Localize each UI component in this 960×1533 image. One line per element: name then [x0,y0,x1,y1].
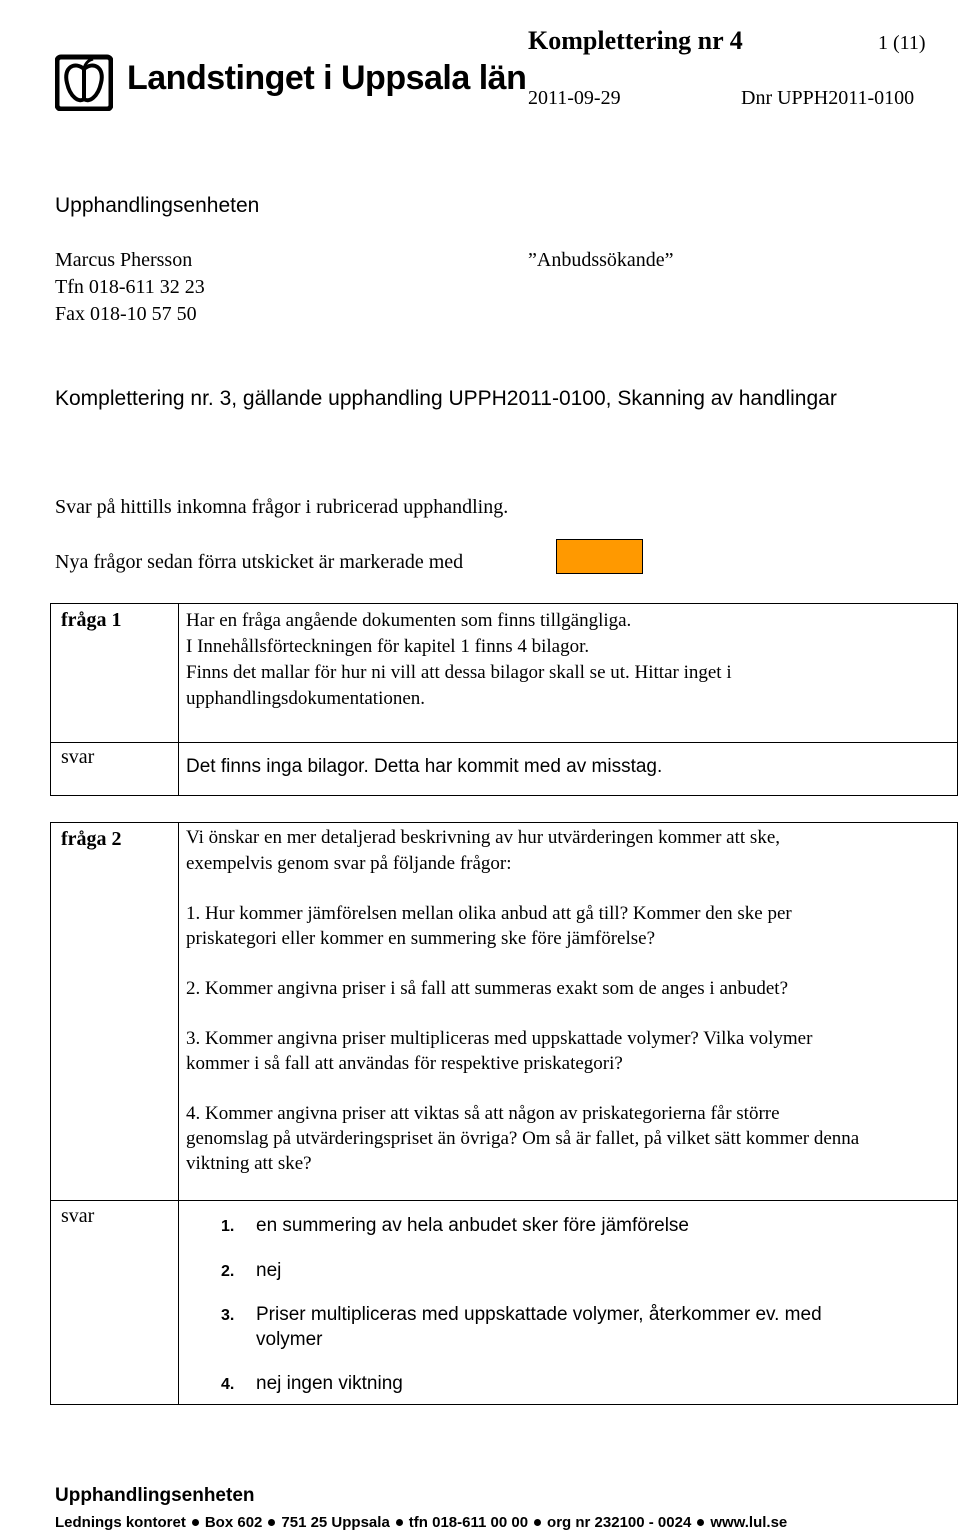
document-reference: Dnr UPPH2011-0100 [741,87,915,109]
sub-question-line: 3. Kommer angivna priser multipliceras med uppskattade volymer? Vilka volymer [186,1028,813,1049]
page-number: 1 (11) [878,32,926,54]
footer-office: Lednings kontoret [55,1514,186,1531]
question-line: Vi önskar en mer detaljerad beskrivning av hur utvärderingen kommer att ske, [186,827,781,848]
sub-question-line: 1. Hur kommer jämförelsen mellan olika anbud att gå till? Kommer den ske per [186,903,792,924]
sub-question-line: priskategori eller kommer en summering ske före jämförelse? [186,928,656,949]
answer-text: Det finns inga bilagor. Detta har kommit med av misstag. [186,756,663,777]
answer-text: nej [256,1260,282,1281]
bullet-icon [697,1519,704,1526]
sub-question-line: kommer i så fall att användas för respektive priskategori? [186,1053,623,1074]
sub-question-line: 4. Kommer angivna priser att viktas så att någon av priskategorierna får större [186,1103,780,1124]
sub-question-line: viktning att ske? [186,1153,312,1174]
sub-question-line: 2. Kommer angivna priser i så fall att summeras exakt som de anges i anbudet? [186,978,789,999]
footer-address: 751 25 Uppsala [281,1514,390,1531]
sender-name: Marcus Phersson [55,249,193,271]
new-question-marker [556,539,643,574]
answer-text: Priser multipliceras med uppskattade volymer, återkommer ev. med [256,1304,822,1325]
answer-number: 1. [221,1218,235,1235]
answer-text: nej ingen viktning [256,1373,403,1394]
document-title: Komplettering nr 4 [528,26,743,55]
bullet-icon [268,1519,275,1526]
answer-label: svar [61,746,95,768]
footer-website-link[interactable]: www.lul.se [710,1514,788,1531]
footer-box: Box 602 [204,1514,263,1531]
sender-phone: Tfn 018-611 32 23 [55,276,205,298]
qa-table-2 [50,822,958,1405]
footer-contact-line [55,1514,787,1531]
question-label: fråga 1 [61,609,122,631]
sender-department: Upphandlingsenheten [55,194,260,217]
question-label: fråga 2 [61,828,122,850]
question-line: Har en fråga angående dokumenten som finns tillgängliga. [186,610,632,631]
sub-question-line: genomslag på utvärderingspriset än övriga? Om så är fallet, på vilket sätt kommer denna [186,1128,860,1149]
answer-text: en summering av hela anbudet sker före jämförelse [256,1215,690,1236]
answer-number: 2. [221,1263,235,1280]
bullet-icon [534,1519,541,1526]
apple-emblem-icon [55,53,113,111]
answer-label: svar [61,1205,95,1227]
footer-org-number: org nr 232100 - 0024 [547,1514,692,1531]
logo-text: Landstinget i Uppsala län [127,59,527,97]
question-line: I Innehållsförteckningen för kapitel 1 finns 4 bilagor. [186,636,590,657]
question-line: Finns det mallar för hur ni vill att dessa bilagor skall se ut. Hittar inget i [186,662,732,683]
footer-phone: tfn 018-611 00 00 [408,1514,529,1531]
intro-line: Svar på hittills inkomna frågor i rubricerad upphandling. [55,496,509,518]
organization-logo [55,53,527,115]
subject-heading: Komplettering nr. 3, gällande upphandling UPPH2011-0100, Skanning av handlingar [55,387,837,410]
answer-number: 4. [221,1376,235,1393]
footer-department: Upphandlingsenheten [55,1485,255,1506]
question-line: upphandlingsdokumentationen. [186,688,426,709]
bullet-icon [192,1519,199,1526]
document-date: 2011-09-29 [528,87,621,109]
recipient: ”Anbudssökande” [528,249,674,271]
bullet-icon [396,1519,403,1526]
question-line: exempelvis genom svar på följande frågor: [186,853,512,874]
answer-text: volymer [256,1329,323,1350]
new-questions-note: Nya frågor sedan förra utskicket är markerade med [55,551,464,573]
sender-fax: Fax 018-10 57 50 [55,303,197,325]
answer-number: 3. [221,1307,235,1324]
qa-table-1 [50,603,958,796]
